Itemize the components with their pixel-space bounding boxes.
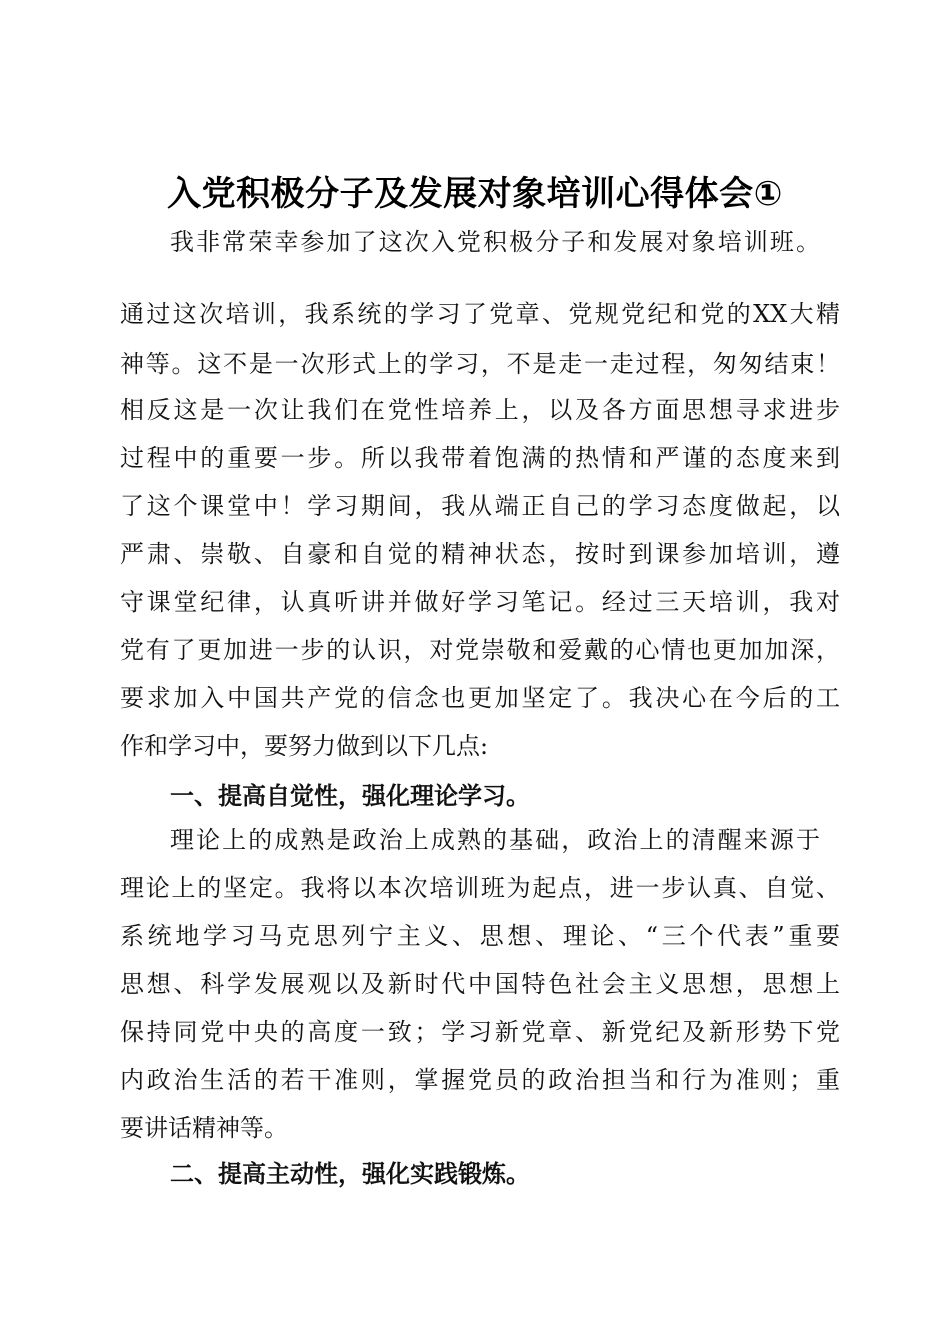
paragraph-line: 内政治生活的若干准则，掌握党员的政治担当和行为准则；重 bbox=[120, 1066, 840, 1094]
paragraph-line: 系统地学习马克思列宁主义、思想、理论、“三个代表”重要 bbox=[120, 922, 840, 950]
paragraph-line: 严肃、崇敬、自豪和自觉的精神状态，按时到课参加培训，遵 bbox=[120, 540, 840, 568]
paragraph-line: 通过这次培训，我系统的学习了党章、党规党纪和党的XX大精 bbox=[120, 300, 840, 328]
paragraph-line: 神等。这不是一次形式上的学习，不是走一走过程，匆匆结束！ bbox=[120, 350, 840, 378]
paragraph-line: 我非常荣幸参加了这次入党积极分子和发展对象培训班。 bbox=[170, 228, 820, 256]
paragraph-line: 要讲话精神等。 bbox=[120, 1114, 288, 1142]
paragraph-line: 了这个课堂中！学习期间，我从端正自己的学习态度做起，以 bbox=[120, 492, 840, 520]
paragraph-line: 守课堂纪律，认真听讲并做好学习笔记。经过三天培训，我对 bbox=[120, 588, 840, 616]
paragraph-line: 作和学习中，要努力做到以下几点: bbox=[120, 732, 489, 760]
document-title: 入党积极分子及发展对象培训心得体会① bbox=[167, 174, 783, 214]
paragraph-line: 思想、科学发展观以及新时代中国特色社会主义思想，思想上 bbox=[120, 970, 840, 998]
paragraph-line: 相反这是一次让我们在党性培养上，以及各方面思想寻求进步 bbox=[120, 396, 840, 424]
paragraph-line: 要求加入中国共产党的信念也更加坚定了。我决心在今后的工 bbox=[120, 684, 840, 712]
paragraph-line: 理论上的坚定。我将以本次培训班为起点，进一步认真、自觉、 bbox=[120, 874, 840, 902]
paragraph-line: 保持同党中央的高度一致；学习新党章、新党纪及新形势下党 bbox=[120, 1018, 840, 1046]
paragraph-line: 过程中的重要一步。所以我带着饱满的热情和严谨的态度来到 bbox=[120, 444, 840, 472]
paragraph-line: 理论上的成熟是政治上成熟的基础，政治上的清醒来源于 bbox=[170, 826, 820, 854]
paragraph-line: 党有了更加进一步的认识，对党崇敬和爱戴的心情也更加加深， bbox=[120, 636, 840, 664]
section-heading-1: 一、提高自觉性，强化理论学习。 bbox=[170, 782, 530, 810]
section-heading-2: 二、提高主动性，强化实践锻炼。 bbox=[170, 1160, 530, 1188]
